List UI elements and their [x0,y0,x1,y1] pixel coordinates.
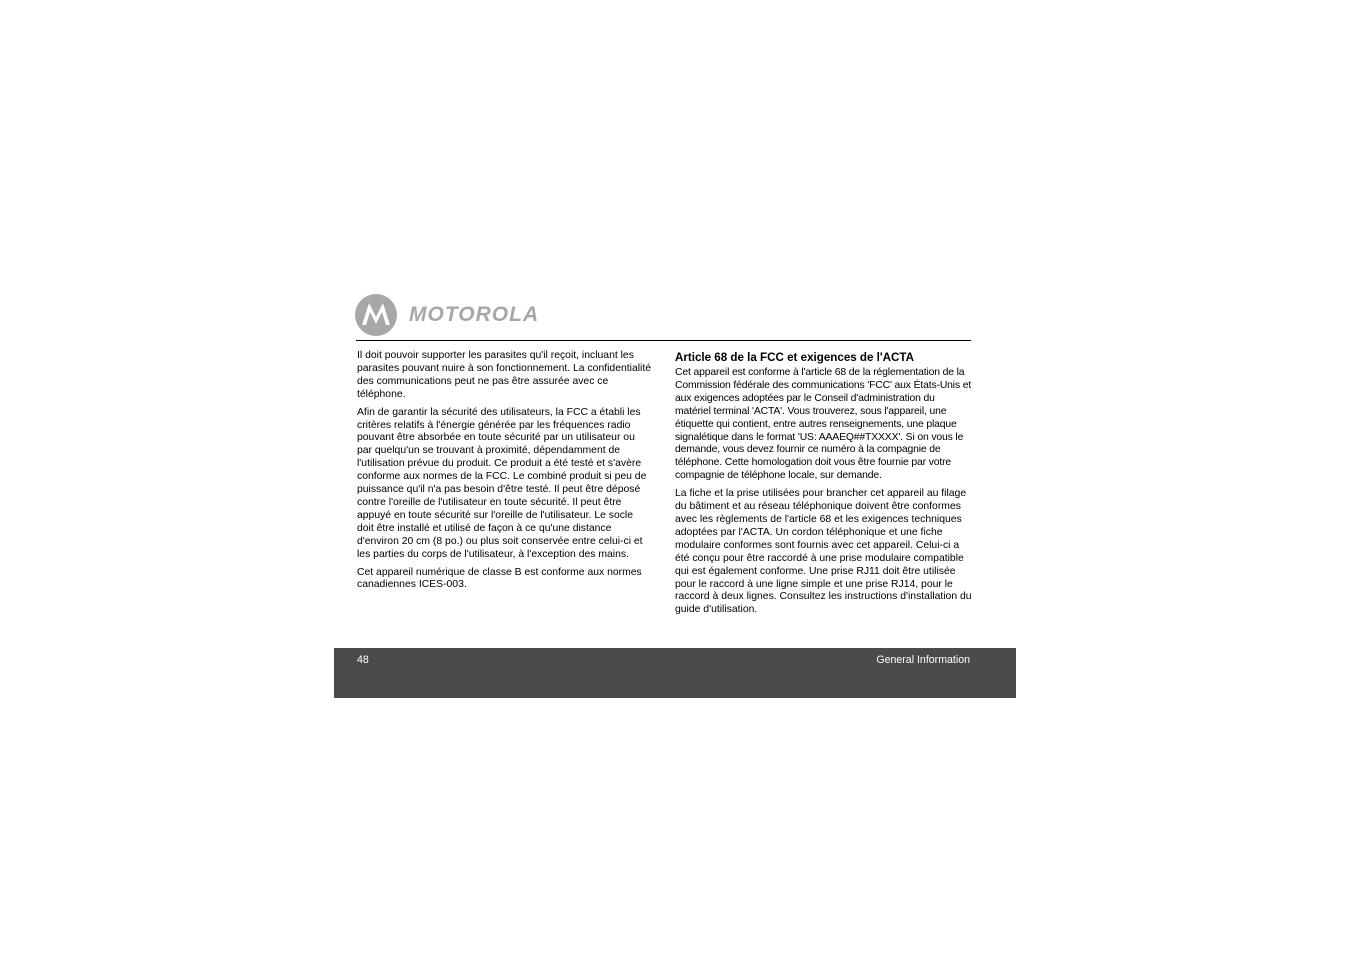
footer-section-title: General Information [876,654,970,666]
paragraph: La fiche et la prise utilisées pour brancher cet appareil au filage du bâtiment et au réseau téléphonique doivent être conformes avec les règlements de l'article 68 et les exigences techniques adoptées par l'ACTA. Un cordon téléphonique et une fiche modulaire conformes sont fournis avec cet appareil. Celui-ci a été conçu pour être raccordé à une prise modulaire compatible qui est également conforme. Une prise RJ11 doit être utilisée pour le raccord à une ligne simple et une prise RJ14, pour le raccord à deux lignes. Consultez les instructions d'installation du guide d'utilisation. [675,488,972,616]
paragraph: Afin de garantir la sécurité des utilisateurs, la FCC a établi les critères relatifs à l'énergie générée par les fréquences radio pouvant être absorbée en toute sécurité par un utilisateur ou par quelqu'un se trouvant à proximité, dépendamment de l'utilisation prévue du produit. Ce produit a été testé et s'avère conforme aux normes de la FCC. Le combiné produit si peu de puissance qu'il n'a pas besoin d'être testé. Il peut être déposé contre l'oreille de l'utilisateur en toute sécurité. Il peut être appuyé en toute sécurité sur l'oreille de l'utilisateur. Le socle doit être installé et utilisé de façon à ce qu'une distance d'environ 20 cm (8 po.) ou plus soit conservée entre celui-ci et les parties du corps de l'utilisateur, à l'exception des mains. [357,406,647,560]
brand-name: MOTOROLA [409,303,540,326]
section-heading: Article 68 de la FCC et exigences de l'ACTA [675,351,915,364]
paragraph: Cet appareil numérique de classe B est conforme aux normes canadiennes ICES-003. [357,566,642,591]
paragraph: Cet appareil est conforme à l'article 68 de la réglementation de la Commission fédérale des communications 'FCC' aux États-Unis et aux exigences adoptées par le Conseil d'administration du matériel terminal 'ACTA'. Vous trouverez, sous l'appareil, une étiquette qui contient, entre autres renseignements, une plaque signalétique dans le format 'US: AAAEQ##TXXXX'. Si on vous le demande, vous devez fournir ce numéro à la compagnie de téléphone. Cette homologation doit vous être fournie par votre compagnie de téléphone locale, sur demande. [675,367,972,482]
right-column [675,350,972,622]
motorola-batwing-icon [355,294,397,336]
page-number: 48 [357,654,369,666]
header-rule [356,340,971,341]
left-column [357,350,652,597]
paragraph: Il doit pouvoir supporter les parasites qu'il reçoit, incluant les parasites pouvant nuire à son fonctionnement. La confidentialité des communications peut ne pas être assurée avec ce téléphone. [357,350,652,400]
page-footer [334,648,1016,698]
motorola-logo [355,294,539,336]
